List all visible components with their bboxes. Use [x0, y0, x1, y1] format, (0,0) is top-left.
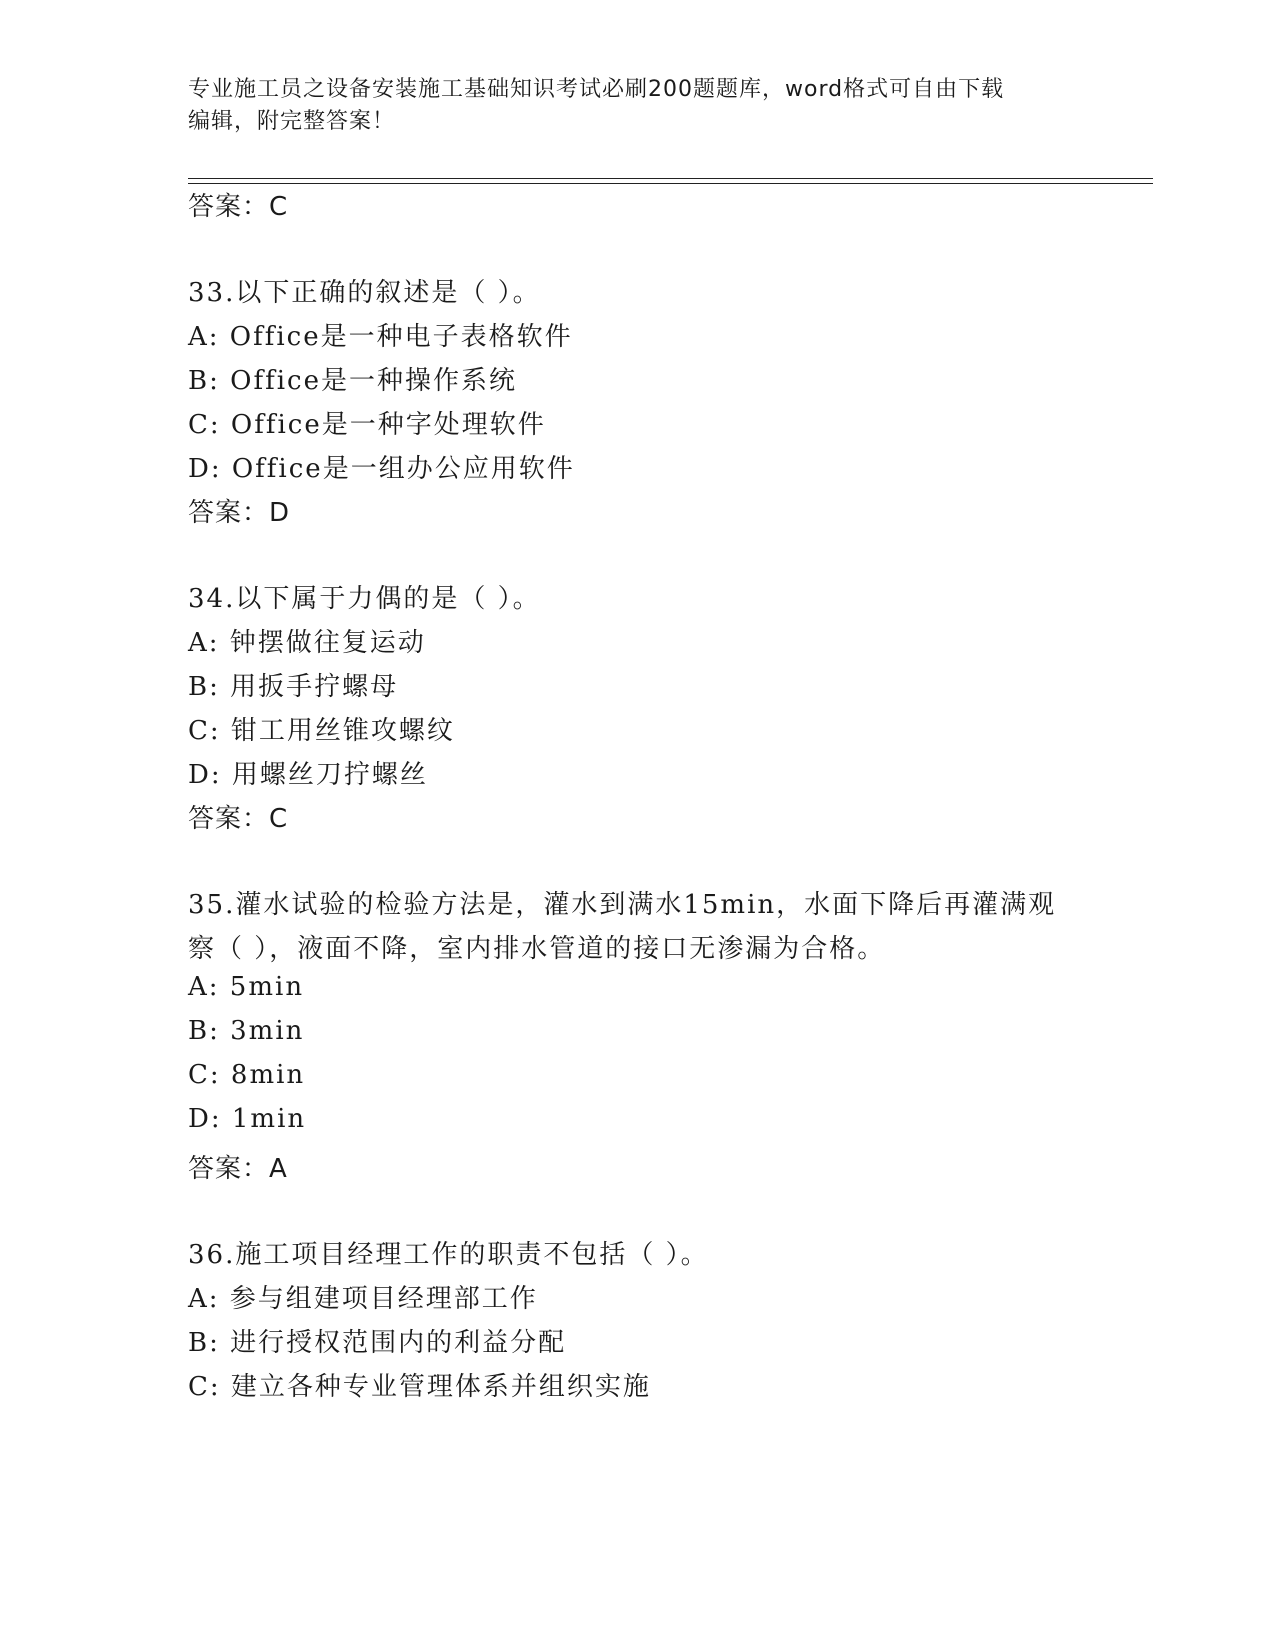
question-33-answer: 答案：D — [188, 498, 291, 528]
question-33-option-b: B: Office是一种操作系统 — [188, 366, 517, 396]
question-35-option-b: B: 3min — [188, 1016, 305, 1046]
document-header — [188, 74, 1068, 138]
question-34-option-a: A: 钟摆做往复运动 — [188, 628, 426, 658]
question-36-stem: 36.施工项目经理工作的职责不包括（ ）。 — [188, 1240, 709, 1270]
question-35-answer: 答案：A — [188, 1154, 288, 1184]
question-36-option-c: C: 建立各种专业管理体系并组织实施 — [188, 1372, 651, 1402]
question-33-option-d: D: Office是一组办公应用软件 — [188, 454, 575, 484]
header-divider-top — [188, 178, 1153, 179]
question-35-stem-line-2: 察（ ），液面不降，室内排水管道的接口无渗漏为合格。 — [188, 934, 886, 964]
question-33-stem: 33.以下正确的叙述是（ ）。 — [188, 278, 541, 308]
question-34-stem: 34.以下属于力偶的是（ ）。 — [188, 584, 541, 614]
question-35-option-d: D: 1min — [188, 1104, 307, 1134]
question-34-option-b: B: 用扳手拧螺母 — [188, 672, 399, 702]
previous-answer: 答案：C — [188, 192, 289, 222]
question-34-option-d: D: 用螺丝刀拧螺丝 — [188, 760, 428, 790]
question-33-option-a: A: Office是一种电子表格软件 — [188, 322, 573, 352]
question-35-option-a: A: 5min — [188, 972, 305, 1002]
question-35-stem-line-1: 35.灌水试验的检验方法是，灌水到满水15min，水面下降后再灌满观 — [188, 890, 1057, 920]
question-34-option-c: C: 钳工用丝锥攻螺纹 — [188, 716, 455, 746]
question-34-answer: 答案：C — [188, 804, 289, 834]
header-line-2: 编辑，附完整答案！ — [188, 109, 396, 134]
header-line-1: 专业施工员之设备安装施工基础知识考试必刷200题题库，word格式可自由下载 — [188, 77, 1005, 102]
question-36-option-a: A: 参与组建项目经理部工作 — [188, 1284, 538, 1314]
header-divider-bottom — [188, 183, 1153, 184]
question-35-option-c: C: 8min — [188, 1060, 306, 1090]
question-36-option-b: B: 进行授权范围内的利益分配 — [188, 1328, 567, 1358]
question-33-option-c: C: Office是一种字处理软件 — [188, 410, 546, 440]
